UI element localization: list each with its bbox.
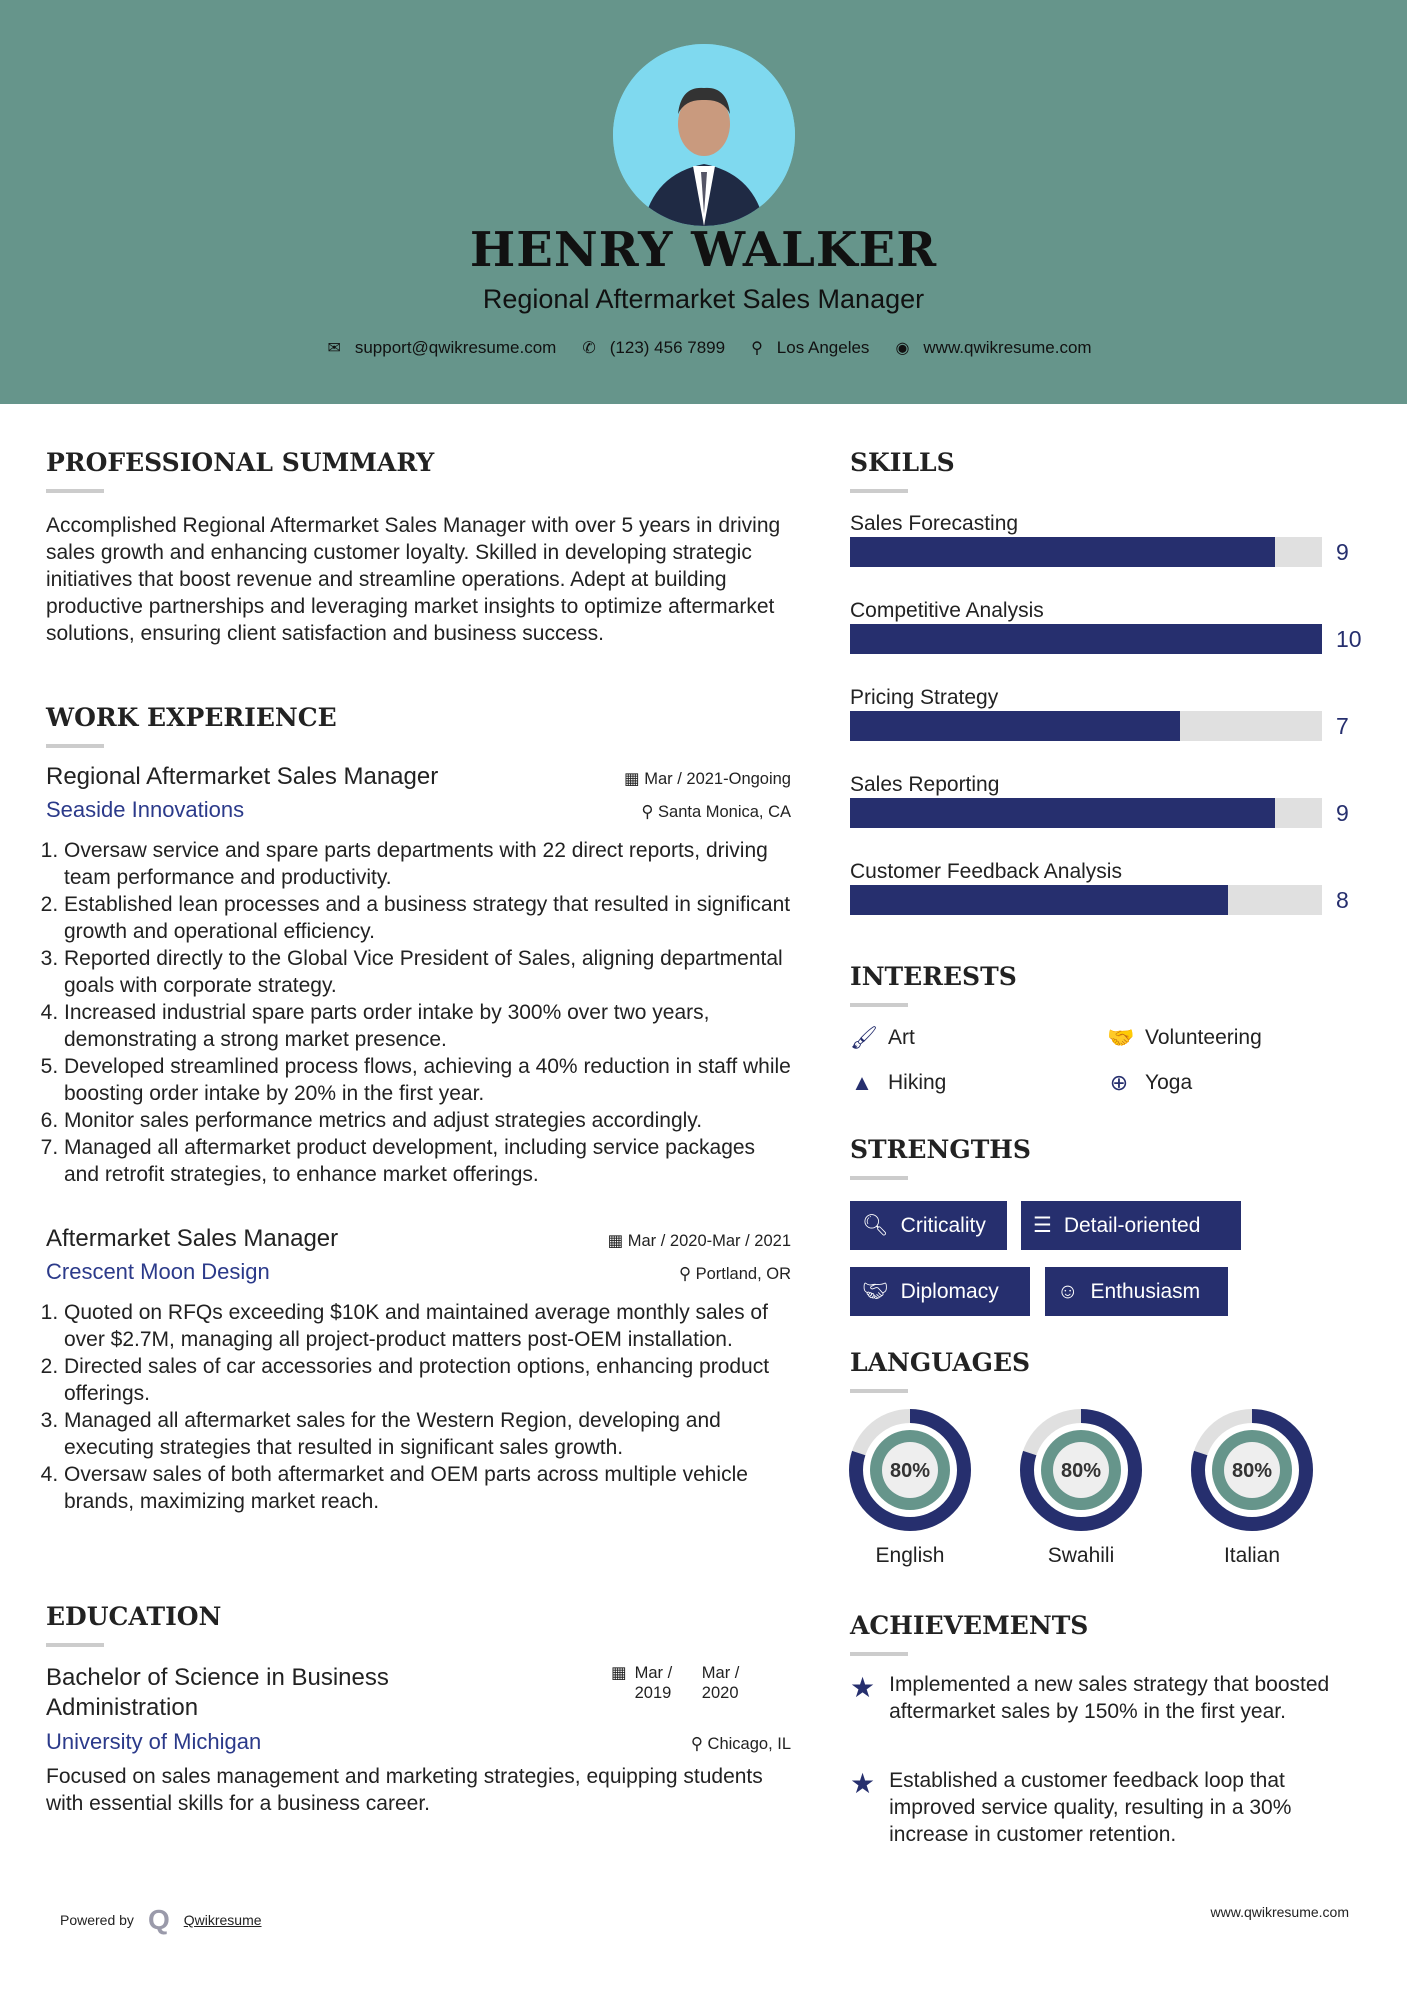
bullet: 2. Established lean processes and a business strategy that resulted in significant growth and operational efficiency. xyxy=(64,891,791,945)
interest-art xyxy=(850,1025,915,1051)
company-name: Seaside Innovations xyxy=(46,797,245,822)
calendar-icon: ▦ xyxy=(624,770,645,788)
skill-name: Competitive Analysis xyxy=(850,599,1044,622)
skill-item xyxy=(850,773,1370,826)
strength-label: Criticality xyxy=(900,1213,986,1237)
skill-item xyxy=(850,686,1370,739)
skill-name: Sales Reporting xyxy=(850,773,1000,796)
bullet: 5. Developed streamlined process flows, achieving a 40% reduction in staff while boosting order intake by 20% in the first year. xyxy=(64,1053,791,1107)
bullet: 4. Increased industrial spare parts order intake by 300% over two years, demonstrating a strong market presence. xyxy=(64,999,791,1053)
footer-website[interactable]: www.qwikresume.com xyxy=(1210,1904,1349,1920)
languages-heading: LANGUAGES xyxy=(850,1348,1030,1393)
skill-bar xyxy=(850,624,1322,654)
language-percent: 80% xyxy=(889,1460,931,1482)
strength-tag xyxy=(1045,1267,1228,1316)
school-name: University of Michigan xyxy=(46,1729,262,1754)
star-icon: ★ xyxy=(850,1672,876,1703)
skill-level: 10 xyxy=(1336,626,1362,652)
powered-by-label: Powered by xyxy=(60,1912,134,1928)
summary-heading: PROFESSIONAL SUMMARY xyxy=(46,448,434,493)
website-link[interactable]: www.qwikresume.com xyxy=(923,338,1092,357)
job-title: Regional Aftermarket Sales Manager xyxy=(46,763,439,790)
candidate-name: HENRY WALKER xyxy=(469,222,938,278)
envelope-icon: ✉ xyxy=(327,340,341,357)
skill-item xyxy=(850,860,1370,913)
job-location: Portland, OR xyxy=(695,1265,791,1283)
skill-name: Sales Forecasting xyxy=(850,512,1019,535)
brand-link[interactable]: Qwikresume xyxy=(183,1912,262,1928)
job-dates: Mar / 2021-Ongoing xyxy=(644,770,791,788)
language-item xyxy=(840,1408,980,1568)
skill-level: 9 xyxy=(1336,800,1349,826)
strength-label: Diplomacy xyxy=(900,1279,999,1303)
qwikresume-logo-icon: Q xyxy=(147,1904,170,1935)
skill-bar-fill xyxy=(850,711,1180,741)
edu-start: Mar / 2019 xyxy=(634,1664,673,1702)
bullet: 4. Oversaw sales of both aftermarket and OEM parts across multiple vehicle brands, maximizing market reach. xyxy=(64,1461,791,1515)
skills-heading: SKILLS xyxy=(850,448,955,493)
star-icon: ★ xyxy=(850,1768,876,1799)
phone-icon: ✆ xyxy=(582,340,596,357)
language-item xyxy=(1011,1408,1151,1568)
language-name: English xyxy=(875,1544,945,1567)
skill-bar-fill xyxy=(850,624,1322,654)
job-bullets xyxy=(46,1299,791,1515)
list-icon: ☰ xyxy=(1033,1214,1052,1237)
skill-level: 8 xyxy=(1336,887,1349,913)
interest-label: Yoga xyxy=(1145,1071,1193,1094)
tree-icon: ▲ xyxy=(851,1070,873,1095)
language-donut xyxy=(1019,1408,1143,1532)
skill-bar xyxy=(850,711,1322,741)
skill-bar-fill xyxy=(850,537,1275,567)
skill-bar xyxy=(850,537,1322,567)
strength-label: Detail-oriented xyxy=(1063,1213,1201,1237)
calendar-icon: ▦ xyxy=(607,1232,628,1250)
globe-icon: ◉ xyxy=(895,340,910,357)
strength-label: Enthusiasm xyxy=(1090,1279,1201,1303)
language-name: Swahili xyxy=(1047,1544,1115,1567)
interest-hiking xyxy=(850,1070,946,1096)
language-percent: 80% xyxy=(1060,1460,1102,1482)
strength-tag xyxy=(850,1201,1007,1250)
skill-bar-fill xyxy=(850,798,1275,828)
achievement-text: Implemented a new sales strategy that boosted aftermarket sales by 150% in the first year. xyxy=(889,1673,1330,1723)
skill-level: 9 xyxy=(1336,539,1349,565)
email-link[interactable]: support@qwikresume.com xyxy=(354,338,557,357)
job-entry xyxy=(46,1225,791,1515)
achievement-item xyxy=(850,1671,1370,1725)
job-dates: Mar / 2020-Mar / 2021 xyxy=(627,1232,791,1250)
language-name: Italian xyxy=(1223,1544,1281,1567)
edu-location: Chicago, IL xyxy=(707,1735,791,1753)
contact-bar xyxy=(0,338,1407,358)
skill-name: Pricing Strategy xyxy=(850,686,999,709)
skill-bar xyxy=(850,798,1322,828)
education-heading: EDUCATION xyxy=(46,1602,221,1647)
language-donut xyxy=(848,1408,972,1532)
job-title: Aftermarket Sales Manager xyxy=(46,1225,339,1252)
pin-icon: ⚲ xyxy=(690,1735,708,1753)
lifebuoy-icon: ⊕ xyxy=(1109,1070,1129,1095)
skill-bar xyxy=(850,885,1322,915)
edu-end: Mar / 2020 xyxy=(701,1664,740,1702)
strength-tag xyxy=(1021,1201,1241,1250)
profile-photo xyxy=(613,44,795,226)
job-location: Santa Monica, CA xyxy=(658,803,791,821)
achievements-heading: ACHIEVEMENTS xyxy=(850,1611,1088,1656)
language-percent: 80% xyxy=(1231,1460,1273,1482)
skill-bar-fill xyxy=(850,885,1228,915)
company-name: Crescent Moon Design xyxy=(46,1259,270,1284)
work-heading: WORK EXPERIENCE xyxy=(46,703,337,748)
skill-level: 7 xyxy=(1336,713,1349,739)
calendar-icon: ▦ xyxy=(611,1664,627,1682)
interest-label: Hiking xyxy=(888,1071,947,1094)
handshake-icon: 🤝︎ xyxy=(862,1279,889,1303)
bullet: 3. Managed all aftermarket sales for the Western Region, developing and executing strategies that resulted in significant sales growth. xyxy=(64,1407,791,1461)
achievement-text: Established a customer feedback loop that improved service quality, resulting in a 30% increase in customer retention. xyxy=(889,1769,1292,1846)
smile-icon: ☺ xyxy=(1057,1279,1079,1303)
phone-text: (123) 456 7899 xyxy=(609,338,726,357)
summary-text: Accomplished Regional Aftermarket Sales Manager with over 5 years in driving sales growth and enhancing customer loyalty. Skilled in developing strategic initiatives that boost revenue and streamline operations. Adept at building productive partnerships and leveraging market insights to optimize aftermarket solutions, ensuring client satisfaction and business success. xyxy=(46,514,781,645)
bullet: 1. Oversaw service and spare parts departments with 22 direct reports, driving team performance and productivity. xyxy=(64,837,791,891)
interest-label: Art xyxy=(888,1026,915,1049)
strengths-heading: STRENGTHS xyxy=(850,1135,1031,1180)
edu-description: Focused on sales management and marketing strategies, equipping students with essential skills for a business career. xyxy=(46,1765,763,1815)
achievement-item xyxy=(850,1767,1370,1848)
bullet: 2. Directed sales of car accessories and protection options, enhancing product offerings. xyxy=(64,1353,791,1407)
interests-heading: INTERESTS xyxy=(850,962,1017,1007)
language-item xyxy=(1182,1408,1322,1568)
location-text: Los Angeles xyxy=(776,338,870,357)
skill-item xyxy=(850,512,1370,565)
bullet: 7. Managed all aftermarket product development, including service packages and retrofit strategies, to enhance market offerings. xyxy=(64,1134,791,1188)
job-entry xyxy=(46,763,791,1188)
paintbrush-icon: 🖌 xyxy=(850,1025,878,1050)
search-icon: 🔍︎ xyxy=(862,1213,889,1237)
skill-name: Customer Feedback Analysis xyxy=(850,860,1122,883)
resume-header xyxy=(0,0,1407,404)
bullet: 6. Monitor sales performance metrics and adjust strategies accordingly. xyxy=(64,1107,791,1134)
job-bullets xyxy=(46,837,791,1188)
interest-yoga xyxy=(1107,1070,1192,1096)
candidate-title: Regional Aftermarket Sales Manager xyxy=(482,284,925,314)
degree: Bachelor of Science in Business Administration xyxy=(46,1664,389,1721)
strength-tag xyxy=(850,1267,1030,1316)
pin-icon: ⚲ xyxy=(641,803,659,821)
bullet: 1. Quoted on RFQs exceeding $10K and maintained average monthly sales of over $2.7M, managing all project-product matters post-OEM installation. xyxy=(64,1299,791,1353)
interest-volunteering xyxy=(1107,1025,1262,1051)
pin-icon: ⚲ xyxy=(678,1265,696,1283)
education-entry xyxy=(46,1663,791,1817)
skill-item xyxy=(850,599,1370,652)
bullet: 3. Reported directly to the Global Vice President of Sales, aligning departmental goals with corporate strategy. xyxy=(64,945,791,999)
handshake-icon: 🤝 xyxy=(1107,1025,1135,1050)
footer-powered xyxy=(60,1904,262,1936)
map-pin-icon: ⚲ xyxy=(751,340,763,357)
interest-label: Volunteering xyxy=(1145,1026,1262,1049)
language-donut xyxy=(1190,1408,1314,1532)
